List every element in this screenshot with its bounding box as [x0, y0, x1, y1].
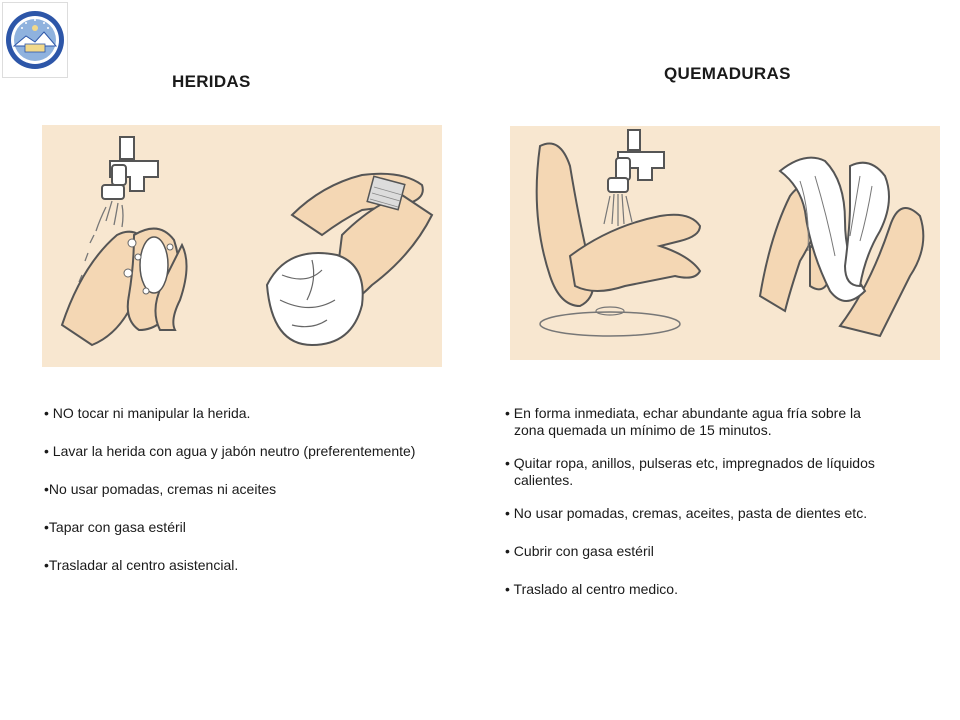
- list-item-line: • Quitar ropa, anillos, pulseras etc, impregnados de líquidos: [505, 455, 875, 471]
- list-item-line: • Traslado al centro medico.: [505, 581, 678, 597]
- list-item: •Trasladar al centro asistencial.: [44, 557, 239, 573]
- list-item: [505, 405, 945, 439]
- burn-cooling-illustration-icon: [510, 126, 940, 360]
- list-item-line: • En forma inmediata, echar abundante agua fría sobre la: [505, 405, 861, 421]
- list-item-continuation: calientes.: [514, 472, 574, 488]
- heridas-title: HERIDAS: [172, 72, 251, 91]
- list-item-line: • Cubrir con gasa estéril: [505, 543, 654, 559]
- wound-washing-illustration-icon: [42, 125, 442, 367]
- list-item: •Tapar con gasa estéril: [44, 519, 186, 535]
- judicial-seal-icon: [2, 2, 68, 78]
- list-item: [505, 543, 945, 560]
- list-item: [505, 505, 945, 522]
- list-item: [505, 455, 945, 489]
- list-item: • NO tocar ni manipular la herida.: [44, 405, 251, 421]
- heridas-instructions-list: [44, 405, 484, 595]
- list-item-line: • No usar pomadas, cremas, aceites, pasta de dientes etc.: [505, 505, 868, 521]
- quemaduras-instructions-list: [505, 405, 945, 614]
- list-item-continuation: zona quemada un mínimo de 15 minutos.: [514, 422, 772, 438]
- list-item: •No usar pomadas, cremas ni aceites: [44, 481, 277, 497]
- quemaduras-title: QUEMADURAS: [664, 64, 791, 83]
- list-item: [505, 581, 945, 598]
- list-item: • Lavar la herida con agua y jabón neutro (preferentemente): [44, 443, 416, 459]
